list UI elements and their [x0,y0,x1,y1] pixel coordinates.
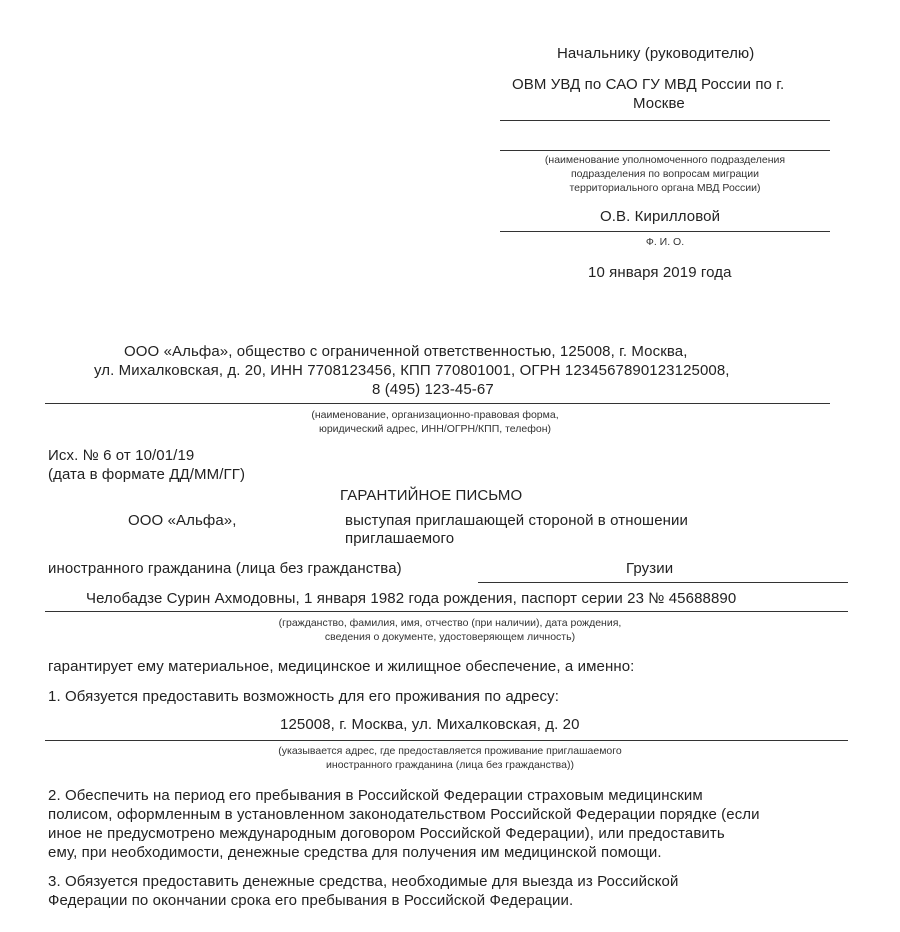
item-2-line2: полисом, оформленным в установленном законодательством Российской Федерации порядке (если [48,806,760,823]
addressee-org-line2: Москве [633,95,685,112]
person-caption-1: (гражданство, фамилия, имя, отчество (при наличии), дата рождения, [278,617,622,629]
letter-date: 10 января 2019 года [588,264,732,281]
addressee-org-underline-2 [500,150,830,151]
address-caption-2: иностранного гражданина (лица без гражданства)) [326,759,574,771]
addressee-name-caption: Ф. И. О. [645,236,685,248]
address-caption-1: (указывается адрес, где предоставляется проживание приглашаемого [278,745,622,757]
sender-underline [45,403,830,404]
outgoing-date-format: (дата в формате ДД/ММ/ГГ) [48,466,246,483]
sender-line3: 8 (495) 123-45-67 [372,381,494,398]
sender-line1: ООО «Альфа», общество с ограниченной ответственностью, 125008, г. Москва, [124,343,688,360]
sender-caption-1: (наименование, организационно-правовая форма, [311,409,559,421]
person-underline [45,611,848,612]
letter-acting-line2: приглашаемого [345,530,455,547]
addressee-org-underline [500,120,830,121]
addressee-name: О.В. Кирилловой [600,208,721,225]
addressee-to: Начальнику (руководителю) [557,45,755,62]
sender-caption-2: юридический адрес, ИНН/ОГРН/КПП, телефон) [318,423,552,435]
address-underline [45,740,848,741]
person-details: Челобадзе Сурин Ахмодовны, 1 января 1982 года рождения, паспорт серии 23 № 45688890 [86,590,737,607]
addressee-org-caption-2: подразделения по вопросам миграции [570,168,760,180]
foreigner-country: Грузии [626,560,674,577]
letter-acting-line1: выступая приглашающей стороной в отношении [345,512,688,529]
item-2-line1: 2. Обеспечить на период его пребывания в Российской Федерации страховым медицинским [48,787,703,804]
residence-address: 125008, г. Москва, ул. Михалковская, д. 20 [280,716,580,733]
addressee-org-line1: ОВМ УВД по САО ГУ МВД России по г. [512,76,785,93]
guarantee-statement: гарантирует ему материальное, медицинское и жилищное обеспечение, а именно: [48,658,635,675]
foreigner-label: иностранного гражданина (лица без гражданства) [48,560,402,577]
letter-title: ГАРАНТИЙНОЕ ПИСЬМО [340,487,523,504]
outgoing-number: Исх. № 6 от 10/01/19 [48,447,195,464]
person-caption-2: сведения о документе, удостоверяющем личность) [324,631,576,643]
addressee-name-underline [500,231,830,232]
item-2-line4: ему, при необходимости, денежные средства для получения им медицинской помощи. [48,844,662,861]
sender-line2: ул. Михалковская, д. 20, ИНН 7708123456, КПП 770801001, ОГРН 1234567890123125008, [94,362,730,379]
letter-org-name: ООО «Альфа», [128,512,237,529]
addressee-org-caption-3: территориального органа МВД России) [569,182,761,194]
item-1: 1. Обязуется предоставить возможность для его проживания по адресу: [48,688,559,705]
item-3-line2: Федерации по окончании срока его пребывания в Российской Федерации. [48,892,574,909]
country-underline [478,582,848,583]
addressee-org-caption-1: (наименование уполномоченного подразделения [544,154,786,166]
item-2-line3: иное не предусмотрено международным договором Российской Федерации), или предоставить [48,825,725,842]
item-3-line1: 3. Обязуется предоставить денежные средства, необходимые для выезда из Российской [48,873,679,890]
